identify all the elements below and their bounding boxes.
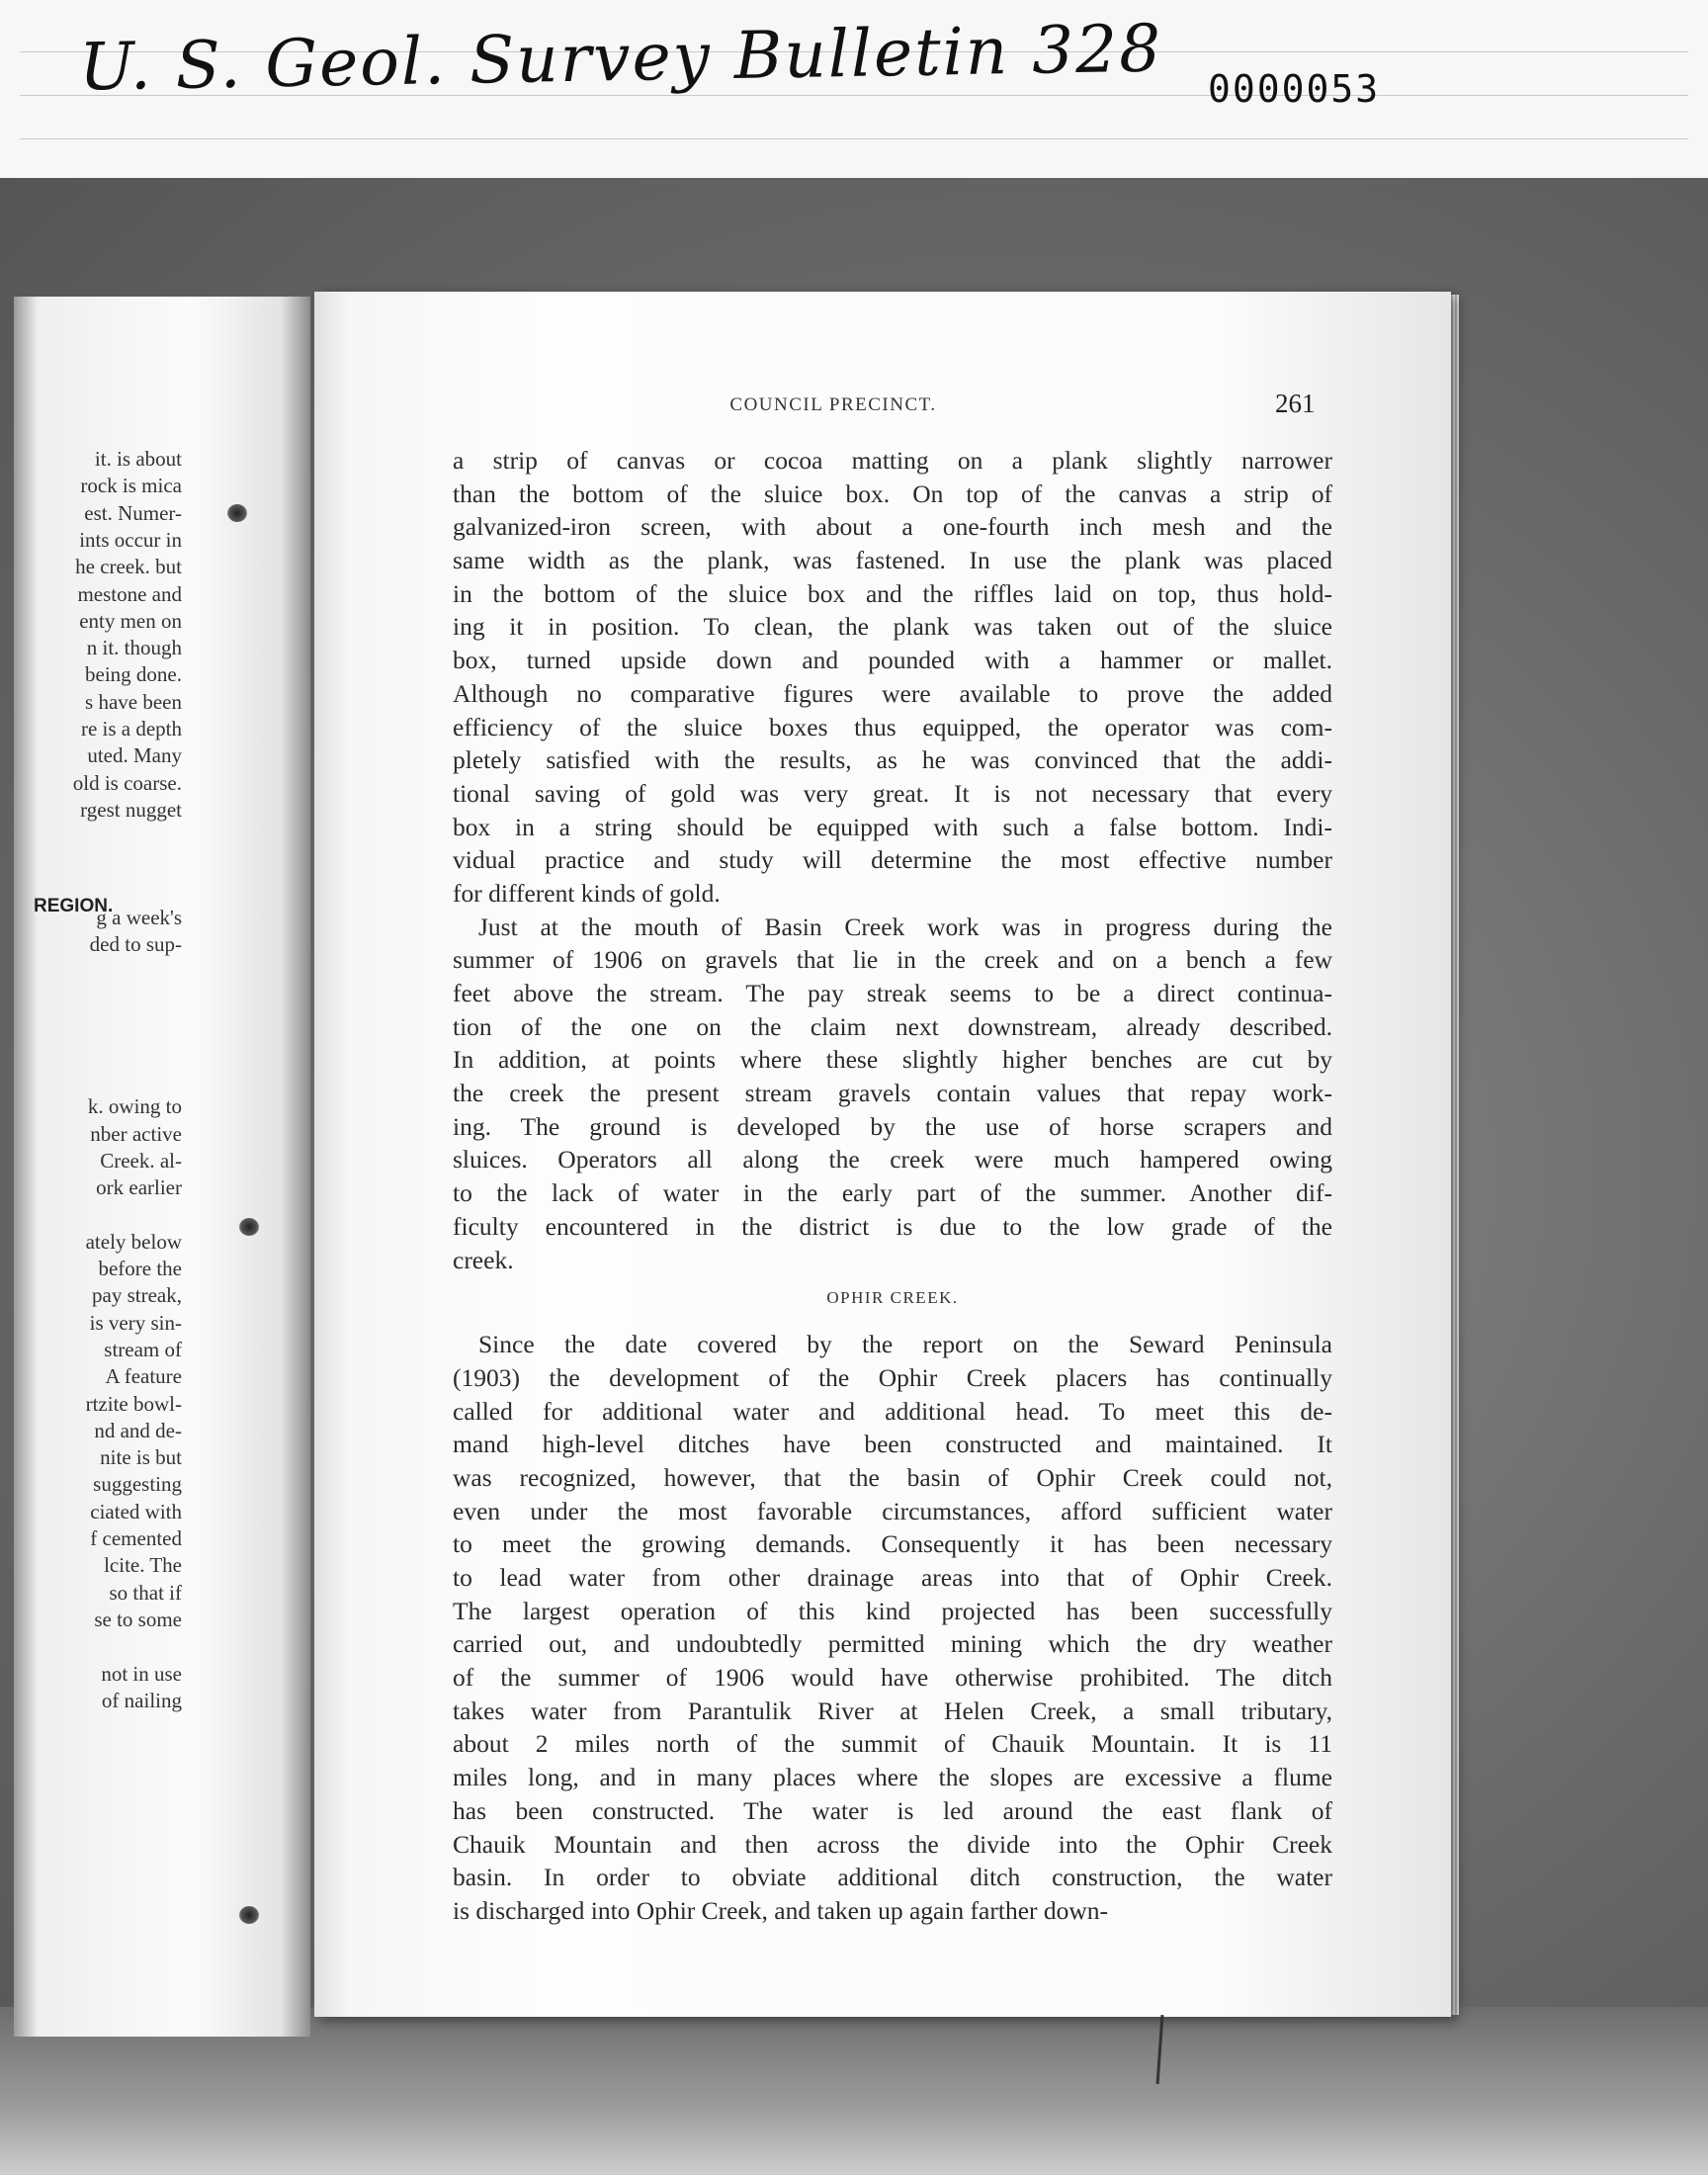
punch-hole bbox=[227, 504, 247, 522]
running-head: COUNCIL PRECINCT. bbox=[729, 394, 937, 415]
text-line: for different kinds of gold. bbox=[453, 878, 721, 908]
text-line: Although no comparative figures were available to prove the added bbox=[453, 678, 1332, 708]
left-page-line: ately below bbox=[85, 1229, 182, 1254]
punch-hole bbox=[239, 1218, 259, 1236]
text-line: In addition, at points where these slightly higher benches are cut by bbox=[453, 1045, 1332, 1075]
section-heading: OPHIR CREEK. bbox=[826, 1288, 959, 1308]
left-page-line: k. owing to bbox=[87, 1094, 182, 1119]
left-page-line: mestone and bbox=[77, 581, 182, 606]
text-line: basin. In order to obviate additional ditch construction, the water bbox=[453, 1863, 1332, 1892]
text-line: miles long, and in many places where the slopes are excessive a flume bbox=[453, 1763, 1332, 1792]
text-line: tion of the one on the claim next downstream, already described. bbox=[453, 1011, 1332, 1041]
left-page-line: nber active bbox=[90, 1121, 182, 1146]
left-page-line: uted. Many bbox=[87, 743, 182, 768]
text-line: to the lack of water in the early part of the summer. Another dif- bbox=[453, 1178, 1332, 1208]
text-line: ing it in position. To clean, the plank was taken out of the sluice bbox=[453, 612, 1332, 642]
paragraph-1 bbox=[453, 444, 1332, 911]
paragraph-2 bbox=[453, 911, 1332, 1277]
text-line: pletely satisfied with the results, as he was convinced that the addi- bbox=[453, 745, 1332, 775]
text-line: ing. The ground is developed by the use of horse scrapers and bbox=[453, 1111, 1332, 1141]
left-page-line: so that if bbox=[109, 1580, 182, 1605]
text-line: of the summer of 1906 would have otherwise prohibited. The ditch bbox=[453, 1663, 1332, 1693]
text-line: tional saving of gold was very great. It is not necessary that every bbox=[453, 778, 1332, 808]
text-line: same width as the plank, was fastened. In use the plank was placed bbox=[453, 546, 1332, 575]
left-page-line: f cemented bbox=[90, 1526, 182, 1550]
text-line: to meet the growing demands. Consequently it has been necessary bbox=[453, 1529, 1332, 1559]
left-page bbox=[14, 297, 310, 2037]
left-page-line: est. Numer- bbox=[84, 500, 182, 525]
left-page-line: g a week's bbox=[96, 906, 182, 930]
left-page-line: suggesting bbox=[93, 1472, 182, 1497]
text-line: has been constructed. The water is led around the east flank of bbox=[453, 1795, 1332, 1825]
text-line: ficulty encountered in the district is due to the low grade of the bbox=[453, 1211, 1332, 1241]
left-page-line: pay streak, bbox=[92, 1283, 182, 1308]
text-line: box in a string should be equipped with such a false bottom. Indi- bbox=[453, 812, 1332, 841]
left-page-line: before the bbox=[98, 1257, 182, 1280]
left-page-line: rtzite bowl- bbox=[85, 1391, 182, 1416]
left-page-line: n it. though bbox=[86, 636, 182, 660]
text-line: to lead water from other drainage areas into that of Ophir Creek. bbox=[453, 1563, 1332, 1592]
paragraph-3 bbox=[453, 1328, 1332, 1927]
stamp-number: 0000053 bbox=[1208, 67, 1381, 111]
left-page-line: of nailing bbox=[101, 1688, 182, 1712]
text-line: efficiency of the sluice boxes thus equipped, the operator was com- bbox=[453, 712, 1332, 741]
body-text bbox=[453, 444, 1332, 1928]
left-page-line: nd and de- bbox=[94, 1418, 182, 1442]
label-rule bbox=[20, 138, 1688, 139]
left-page-line: lcite. The bbox=[104, 1553, 182, 1578]
text-line: was recognized, however, that the basin of Ophir Creek could not, bbox=[453, 1462, 1332, 1492]
left-page-line: rock is mica bbox=[80, 474, 182, 498]
text-line: mand high-level ditches have been constructed and maintained. It bbox=[453, 1430, 1332, 1459]
left-page-line: enty men on bbox=[79, 608, 182, 633]
left-page-line: ciated with bbox=[90, 1499, 182, 1523]
main-page bbox=[314, 292, 1451, 2017]
left-page-line: old is coarse. bbox=[72, 770, 182, 795]
text-line: called for additional water and additional head. To meet this de- bbox=[453, 1396, 1332, 1426]
left-page-line: s have been bbox=[85, 689, 182, 714]
punch-hole bbox=[239, 1906, 259, 1924]
text-line: is discharged into Ophir Creek, and taken up again farther down- bbox=[453, 1895, 1109, 1925]
left-page-line: being done. bbox=[85, 662, 182, 687]
text-line: about 2 miles north of the summit of Chauik Mountain. It is 11 bbox=[453, 1729, 1332, 1759]
text-line: carried out, and undoubtedly permitted mining which the dry weather bbox=[453, 1629, 1332, 1659]
text-line: the creek the present stream gravels contain values that repay work- bbox=[453, 1079, 1332, 1108]
page-number: 261 bbox=[1275, 389, 1316, 418]
text-line: vidual practice and study will determine the most effective number bbox=[453, 845, 1332, 875]
text-line: than the bottom of the sluice box. On top of the canvas a strip of bbox=[453, 478, 1332, 508]
text-line: box, turned upside down and pounded with a hammer or mallet. bbox=[453, 646, 1332, 675]
text-line: even under the most favorable circumstances, afford sufficient water bbox=[453, 1496, 1332, 1525]
text-line: summer of 1906 on gravels that lie in the creek and on a bench a few bbox=[453, 945, 1332, 975]
left-page-line: rgest nugget bbox=[80, 797, 182, 822]
left-page-line: ork earlier bbox=[96, 1175, 182, 1200]
left-page-line: he creek. but bbox=[75, 555, 182, 579]
left-page-line: not in use bbox=[101, 1661, 182, 1686]
left-page-line: A feature bbox=[105, 1364, 182, 1389]
left-page-line: ints occur in bbox=[79, 527, 182, 552]
left-page-line: is very sin- bbox=[89, 1310, 182, 1335]
left-page-line: Creek. al- bbox=[100, 1148, 182, 1173]
left-page-line: nite is but bbox=[100, 1445, 182, 1470]
text-line: galvanized-iron screen, with about a one-fourth inch mesh and the bbox=[453, 512, 1332, 542]
text-line: Chauik Mountain and then across the divide into the Ophir Creek bbox=[453, 1829, 1332, 1859]
left-page-line: it. is about bbox=[94, 447, 182, 471]
left-page-line: se to some bbox=[94, 1607, 182, 1631]
text-line: takes water from Parantulik River at Helen Creek, a small tributary, bbox=[453, 1696, 1332, 1725]
text-line: (1903) the development of the Ophir Creek placers has continually bbox=[453, 1362, 1332, 1392]
label-strip bbox=[0, 0, 1708, 180]
text-line: Since the date covered by the report on the Seward Peninsula bbox=[478, 1330, 1332, 1359]
left-page-line: ded to sup- bbox=[89, 932, 182, 957]
text-line: sluices. Operators all along the creek were much hampered owing bbox=[453, 1145, 1332, 1174]
left-page-line: re is a depth bbox=[80, 717, 182, 740]
handwritten-title: U. S. Geol. Survey Bulletin 328 bbox=[78, 10, 1163, 106]
text-line: in the bottom of the sluice box and the riffles laid on top, thus hold- bbox=[453, 578, 1332, 608]
left-region-heading: REGION. bbox=[34, 896, 114, 916]
left-page-line: stream of bbox=[104, 1337, 182, 1361]
text-line: creek. bbox=[453, 1245, 514, 1274]
text-line: Just at the mouth of Basin Creek work was in progress during the bbox=[478, 912, 1332, 941]
text-line: a strip of canvas or cocoa matting on a plank slightly narrower bbox=[453, 446, 1332, 475]
text-line: feet above the stream. The pay streak seems to be a direct continua- bbox=[453, 979, 1332, 1007]
text-line: The largest operation of this kind projected has been successfully bbox=[453, 1596, 1332, 1625]
